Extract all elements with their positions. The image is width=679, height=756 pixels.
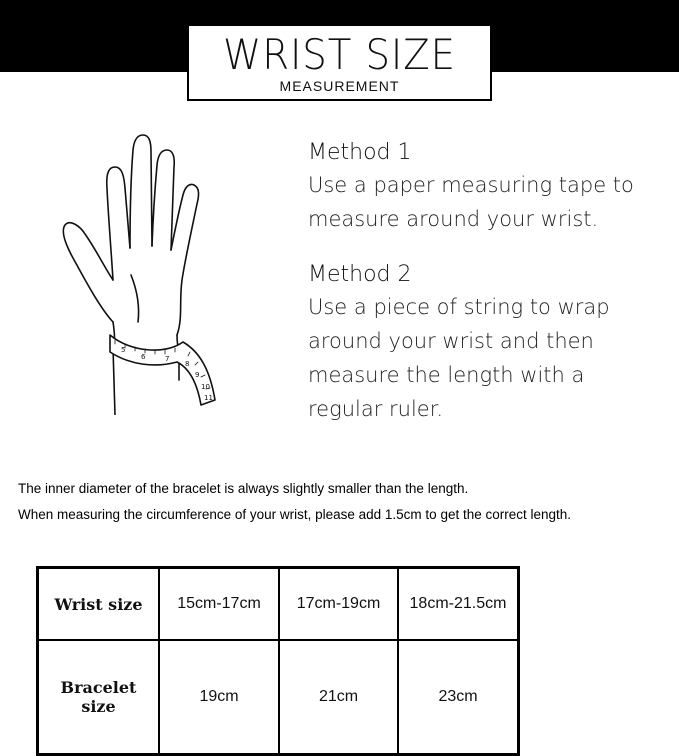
method-2-line-1: Use a piece of string to wrap	[308, 295, 610, 319]
tape-mark-8: 8	[185, 360, 190, 368]
wrist-size-header: Wrist size	[38, 568, 160, 641]
wrist-size-cell-1: 15cm-17cm	[159, 568, 279, 641]
table-row-bracelet	[38, 640, 519, 755]
method-2	[308, 260, 668, 426]
bracelet-size-cell-1: 19cm	[159, 640, 279, 755]
wrist-size-cell-3: 18cm-21.5cm	[398, 568, 519, 641]
method-2-title: Method 2	[308, 262, 412, 287]
bracelet-size-header	[38, 640, 160, 755]
tape-mark-5: 5	[121, 346, 126, 354]
method-2-line-2: around your wrist and then	[308, 329, 594, 353]
method-2-line-4: regular ruler.	[308, 397, 444, 421]
method-1	[308, 138, 668, 236]
method-1-line-1: Use a paper measuring tape to	[308, 173, 634, 197]
tape-mark-10: 10	[201, 383, 210, 391]
tape-mark-9: 9	[195, 371, 200, 379]
size-table	[36, 566, 520, 756]
note-add-length: When measuring the circumference of your wrist, please add 1.5cm to get the correct length.	[18, 507, 572, 522]
bracelet-size-cell-3: 23cm	[398, 640, 519, 755]
method-1-title: Method 1	[308, 140, 412, 165]
tape-mark-11: 11	[204, 394, 213, 402]
wrist-size-cell-2: 17cm-19cm	[279, 568, 398, 641]
bracelet-size-header-line-1: Bracelet	[60, 678, 137, 697]
note-inner-diameter: The inner diameter of the bracelet is always slightly smaller than the length.	[18, 481, 469, 496]
title-box	[187, 24, 492, 101]
bracelet-size-cell-2: 21cm	[279, 640, 398, 755]
page-subtitle: MEASUREMENT	[279, 78, 400, 94]
tape-mark-7: 7	[165, 355, 170, 363]
method-1-line-2: measure around your wrist.	[308, 207, 599, 231]
bracelet-size-header-line-2: size	[81, 697, 116, 716]
hand-with-measuring-tape-icon	[55, 130, 230, 415]
tape-mark-6: 6	[141, 353, 146, 361]
table-row-wrist	[38, 568, 519, 641]
method-2-line-3: measure the length with a	[308, 363, 585, 387]
page-title: WRIST SIZE	[223, 30, 456, 79]
